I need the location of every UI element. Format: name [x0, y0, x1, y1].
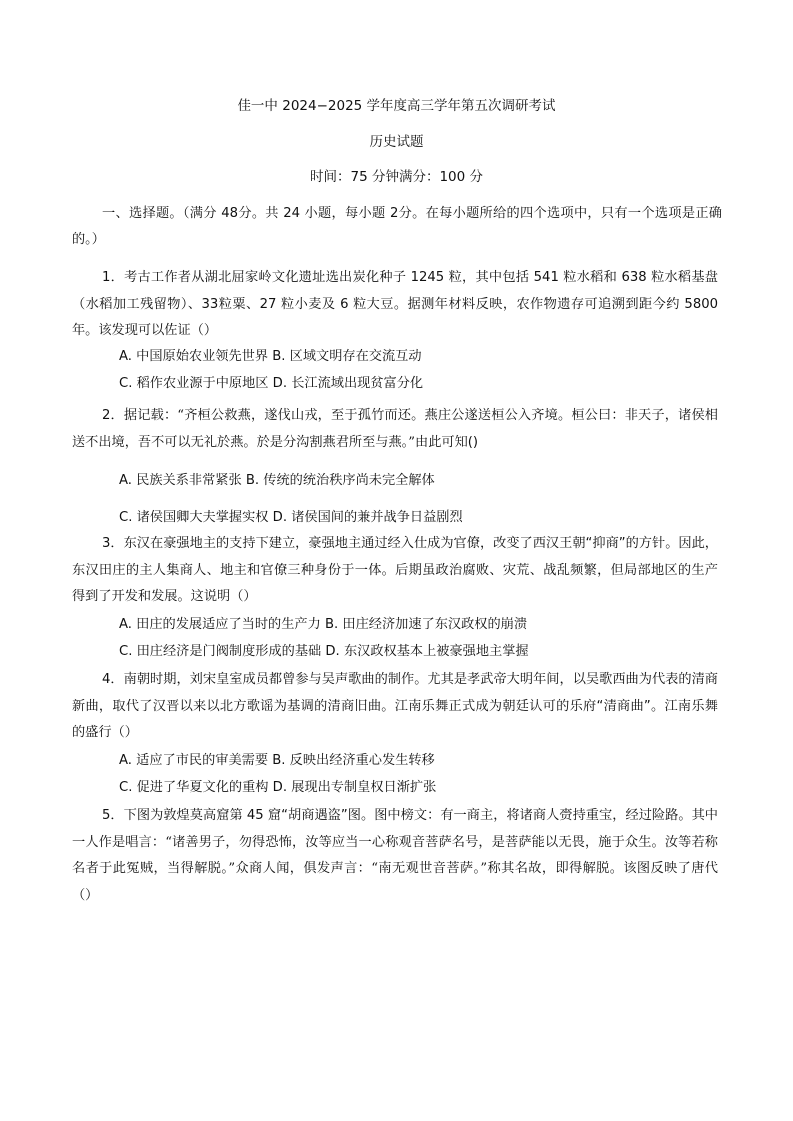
question-4-options-ab: A. 适应了市民的审美需要 B. 反映出经济重心发生转移	[119, 753, 435, 768]
question-2-options-ab: A. 民族关系非常紧张 B. 传统的统治秩序尚未完全解体	[119, 473, 435, 488]
exam-title: 佳一中 2024−2025 学年度高三学年第五次调研考试	[237, 98, 556, 114]
question-4-options-cd: C. 促进了华夏文化的重构 D. 展现出专制皇权日渐扩张	[119, 780, 437, 795]
question-2-options-cd: C. 诸侯国卿大夫掌握实权 D. 诸侯国间的兼并战争日益剧烈	[119, 510, 463, 525]
question-5-quote-2: “南无观世音菩萨。”称其名故，即得解脱。	[371, 861, 624, 876]
question-5-quote: “诸善男子，勿得恐怖，汝等应当一心称观音菩萨名号，是菩萨能以无畏，施于众生。汝等若称名者于此冤贼，当得解脱。”	[72, 834, 718, 876]
question-1-options-ab: A. 中国原始农业领先世界 B. 区域文明存在交流互动	[119, 349, 422, 364]
question-2-suffix: 由此可知()	[415, 434, 479, 450]
question-3-options-ab: A. 田庄的发展适应了当时的生产力 B. 田庄经济加速了东汉政权的崩溃	[119, 617, 528, 632]
question-5-suffix: 该图反映了唐代（）	[72, 861, 718, 903]
question-2-prefix: 2．据记载：	[102, 408, 178, 423]
question-5-prefix: 5．下图为敦煌莫高窟第 45 窟“胡商遇盗”图。图中榜文：有一商主，将诸商人赍持重宝，经过险路。其中一人作是唱言：	[72, 808, 718, 850]
question-5-mid: 众商人闻，俱发声言：	[235, 861, 372, 876]
question-1-stem: 1．考古工作者从湖北屈家岭文化遗址选出炭化种子 1245 粒，其中包括 541 粒水稻和 638 粒水稻基盘（水稻加工残留物）、33粒粟、27 粒小麦及 6 粒大豆。据测年材料反映，农作物遗存可追溯到距今约 5800 年。该发现可以佐证（）	[72, 270, 718, 338]
question-3-options-cd: C. 田庄经济是门阀制度形成的基础 D. 东汉政权基本上被豪强地主掌握	[119, 644, 529, 659]
question-5-stem	[72, 803, 718, 909]
subject-title: 历史试题	[369, 134, 424, 150]
time-and-score: 时间：75 分钟满分：100 分	[309, 169, 484, 185]
question-2-quote: “齐桓公救燕，遂伐山戎，至于孤竹而还。燕庄公遂送桓公入齐境。桓公曰：非天子，诸侯相送不出境，吾不可以无礼於燕。於是分沟割燕君所至与燕。”	[72, 408, 718, 450]
question-4-stem: 4．南朝时期，刘宋皇室成员都曾参与吴声歌曲的制作。尤其是孝武帝大明年间，以吴歌西曲为代表的清商新曲，取代了汉晋以来以北方歌谣为基调的清商旧曲。江南乐舞正式成为朝廷认可的乐府“清商曲”。江南乐舞的盛行（）	[72, 672, 718, 740]
question-2-stem	[72, 403, 718, 456]
question-3-stem: 3．东汉在豪强地主的支持下建立，豪强地主通过经入仕成为官僚，改变了西汉王朝“抑商”的方针。因此，东汉田庄的主人集商人、地主和官僚三种身份于一体。后期虽政治腐败、灾荒、战乱频繁，但局部地区的生产得到了开发和发展。这说明（）	[72, 536, 718, 604]
section-heading: 一、选择题。（满分 48分。共 24 小题，每小题 2分。在每小题所给的四个选项中，只有一个选项是正确的。）	[72, 206, 722, 247]
question-1-options-cd: C. 稻作农业源于中原地区 D. 长江流域出现贫富分化	[119, 376, 424, 391]
